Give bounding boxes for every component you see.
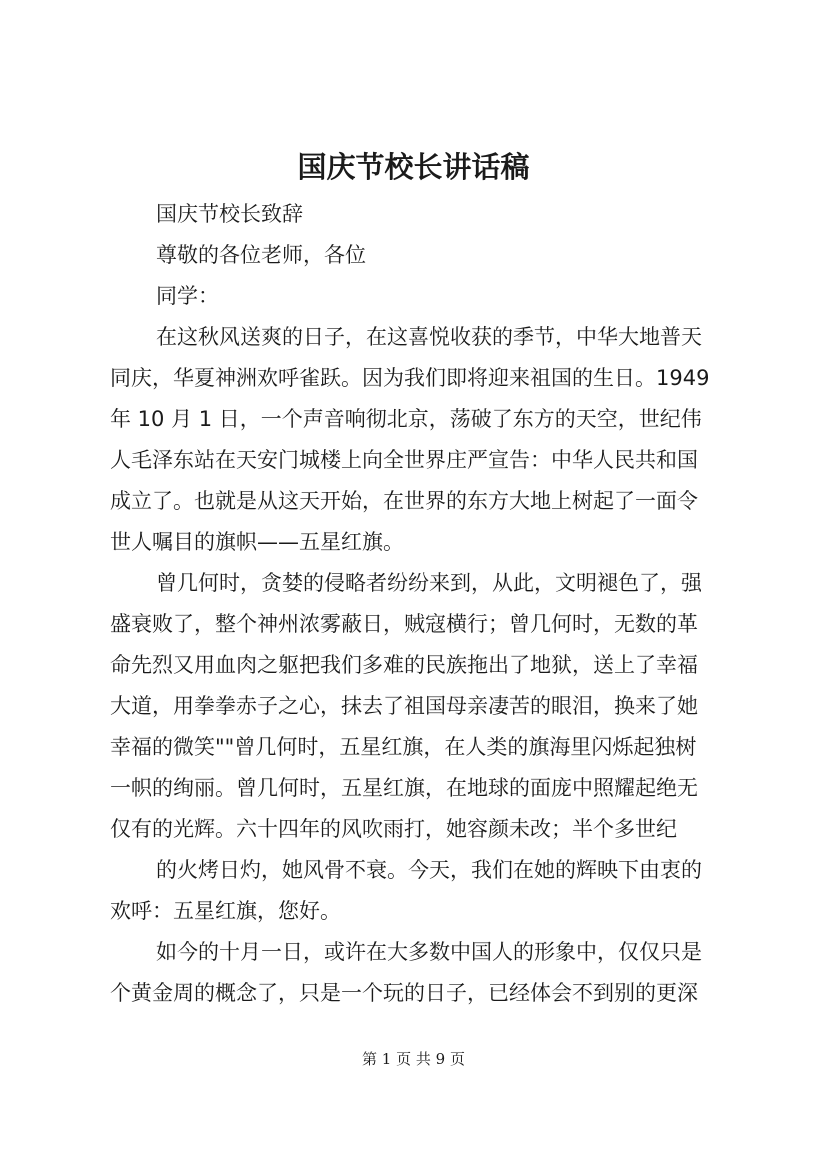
text-line: 人毛泽东站在天安门城楼上向全世界庄严宣告：中华人民共和国 [110, 448, 698, 472]
text-line: 个黄金周的概念了，只是一个玩的日子，已经体会不到别的更深 [110, 981, 698, 1005]
text-line: 如今的十月一日，或许在大多数中国人的形象中，仅仅只是 [156, 940, 702, 964]
text-line: 欢呼：五星红旗，您好。 [110, 899, 341, 923]
text-line: 大道，用拳拳赤子之心，抹去了祖国母亲凄苦的眼泪，换来了她 [110, 694, 698, 718]
text-line: 命先烈又用血肉之躯把我们多难的民族拖出了地狱，送上了幸福 [110, 653, 698, 677]
text-line: 年 10 月 1 日，一个声音响彻北京，荡破了东方的天空，世纪伟 [110, 407, 702, 431]
text-line: 同庆，华夏神洲欢呼雀跃。因为我们即将迎来祖国的生日。1949 [110, 366, 710, 390]
text-line: 一帜的绚丽。曾几何时，五星红旗，在地球的面庞中照耀起绝无 [110, 776, 698, 800]
text-line: 国庆节校长致辞 [156, 202, 303, 226]
text-line: 同学： [156, 284, 219, 308]
text-line: 成立了。也就是从这天开始，在世界的东方大地上树起了一面令 [110, 489, 698, 513]
text-line: 仅有的光辉。六十四年的风吹雨打，她容颜未改；半个多世纪 [110, 817, 677, 841]
text-line: 世人嘱目的旗帜——五星红旗。 [110, 530, 404, 554]
document-title: 国庆节校长讲话稿 [297, 150, 530, 184]
text-line: 曾几何时，贪婪的侵略者纷纷来到，从此，文明褪色了，强 [156, 571, 702, 595]
text-line: 在这秋风送爽的日子，在这喜悦收获的季节，中华大地普天 [156, 325, 702, 349]
text-line: 的火烤日灼，她风骨不衰。今天，我们在她的辉映下由衷的 [156, 858, 702, 882]
page-footer: 第 1 页 共 9 页 [362, 1050, 465, 1068]
text-line: 幸福的微笑""曾几何时，五星红旗，在人类的旗海里闪烁起独树 [110, 735, 697, 759]
text-line: 盛衰败了，整个神州浓雾蔽日，贼寇横行；曾几何时，无数的革 [110, 612, 698, 636]
text-line: 尊敬的各位老师，各位 [156, 243, 366, 267]
document-body [110, 194, 722, 1014]
